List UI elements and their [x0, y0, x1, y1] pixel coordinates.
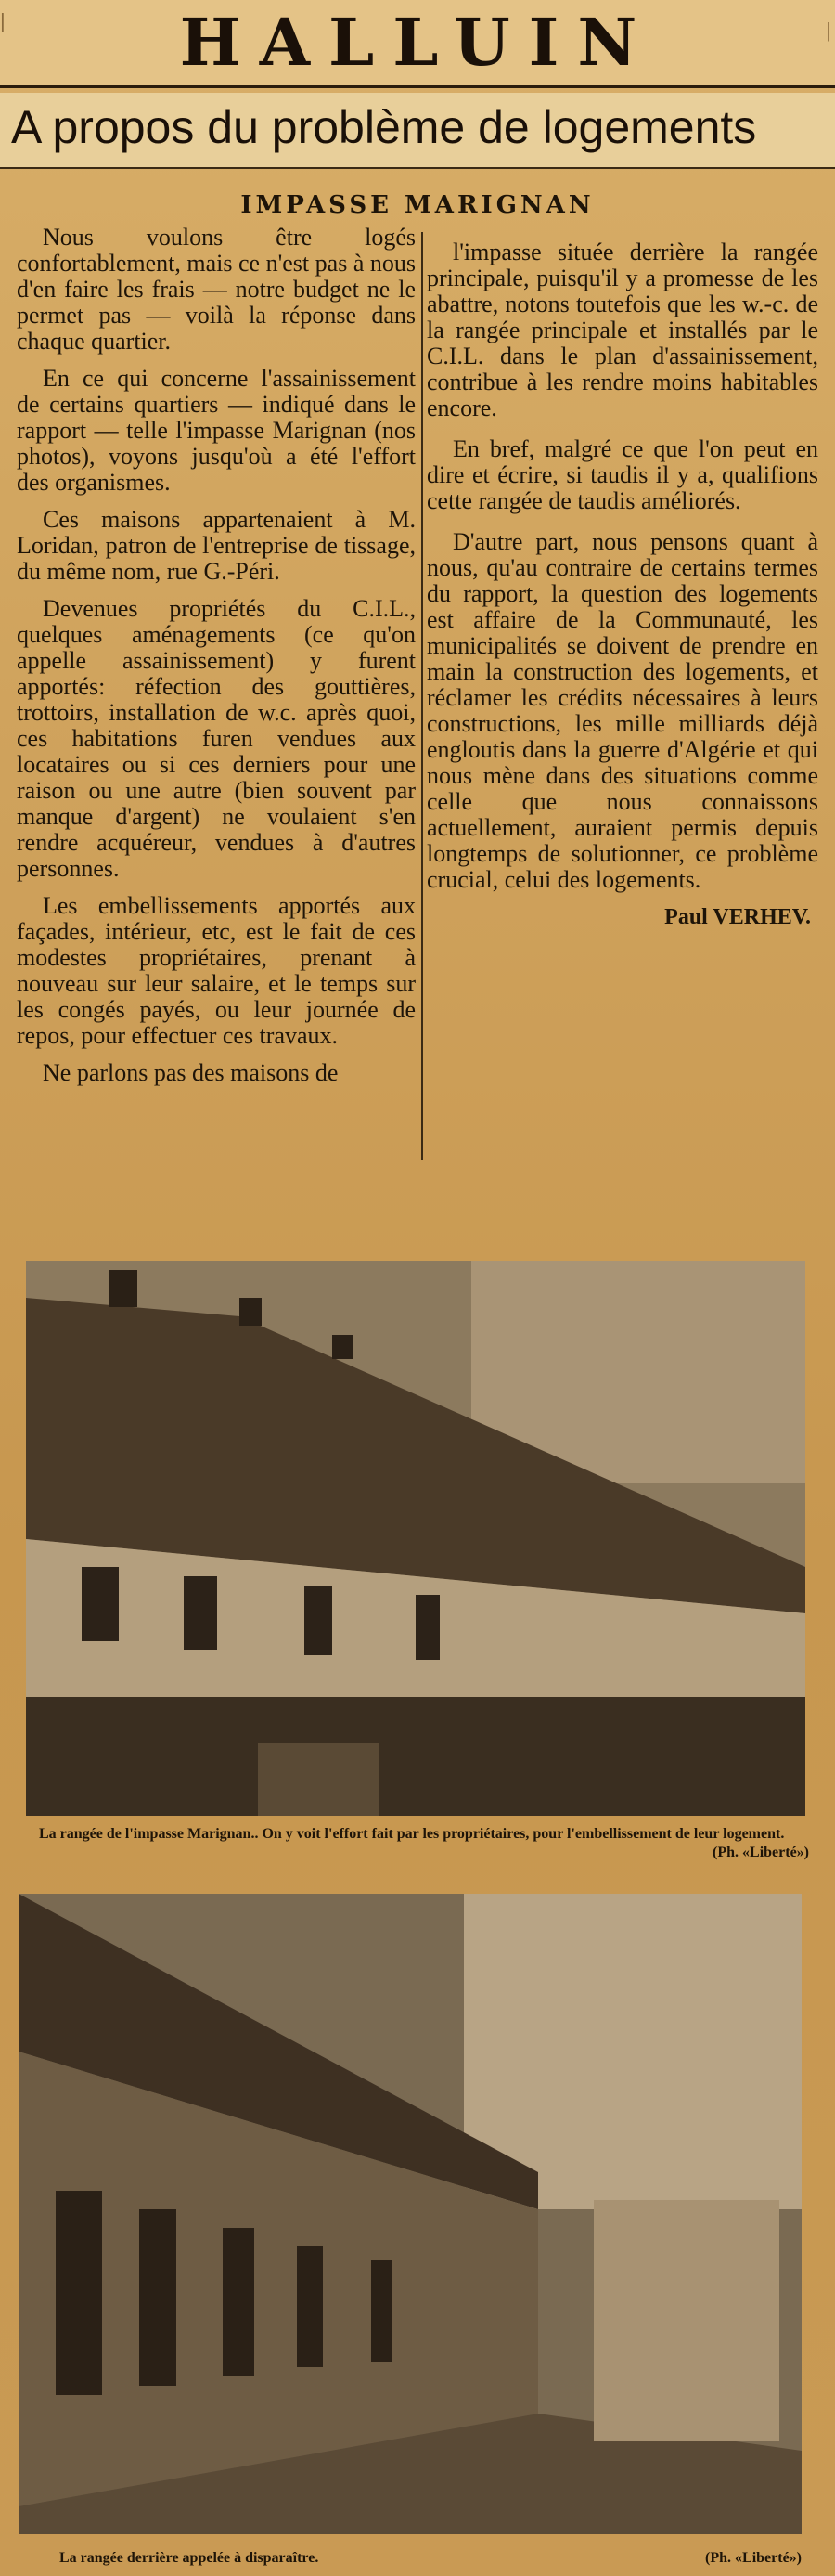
photo-credit: (Ph. «Liberté»)	[713, 1845, 809, 1860]
city-title: HALLUIN	[179, 4, 656, 81]
paragraph: Devenues propriétés du C.I.L., quelques aménagements (ce qu'on appelle assainissement) y furent apportés: réfection des gouttières, trottoirs, installation de w.c. après quoi, ces habitations furen vendues aux locataires ou si ces derniers pour une raison ou une autre (bien souvent par manque d'argent) ne voulaient s'en rendre acquéreur, vendues à d'autres personnes.	[17, 595, 416, 882]
photo-back-row	[19, 1894, 802, 2534]
photo-2-caption	[59, 2549, 802, 2568]
paragraph: D'autre part, nous pensons quant à nous, qu'au contraire de certains termes du rapport, la question des logements est affaire de la Communauté, les municipalités se doivent de prendre en main la construction des logements, et réclamer les crédits nécessaires à leurs constructions, les mille milliards déjà engloutis dans la guerre d'Algérie et qui nous mène dans des situations comme celle que nous connaissons actuellement, auraient permis depuis longtemps de solutionner, ce problème crucial, celui des logements.	[427, 528, 818, 893]
paragraph: En ce qui concerne l'assainissement de certains quartiers — indiqué dans le rapport — telle l'impasse Marignan (nos photos), voyons jusqu'où a été l'effort des organismes.	[17, 365, 416, 496]
article-column-2	[427, 239, 818, 930]
author-signature: Paul VERHEV.	[664, 905, 811, 929]
paragraph: Ces maisons appartenaient à M. Loridan, patron de l'entreprise de tissage, du même nom, rue G.-Péri.	[17, 506, 416, 585]
torn-edge-right: |	[826, 19, 831, 42]
caption-text: La rangée derrière appelée à disparaître.	[59, 2550, 319, 2566]
photo-credit: (Ph. «Liberté»)	[705, 2550, 802, 2566]
paragraph: Ne parlons pas des maisons de	[43, 1059, 339, 1086]
torn-edge-left: |	[0, 9, 6, 32]
masthead	[0, 0, 835, 88]
paragraph: En bref, malgré ce que l'on peut en dire et écrire, si taudis il y a, qualifions cette rangée de taudis améliorés.	[427, 435, 818, 514]
photo-1-caption	[39, 1825, 809, 1860]
column-rule	[421, 232, 423, 1160]
headline-bar	[0, 93, 835, 169]
paragraph: Les embellissements apportés aux façades, intérieur, etc, est le fait de ces modestes propriétaires, prenant à nouveau sur leur salaire, et le temps sur les congés payés, ou leur journée de repos, pour effectuer ces travaux.	[17, 892, 416, 1049]
photo-main-row	[26, 1261, 805, 1816]
headline: A propos du problème de logements	[11, 101, 757, 153]
paragraph: l'impasse située derrière la rangée principale, puisqu'il y a promesse de les abattre, notons toutefois que les w.-c. de la rangée principale et installés par le C.I.L. dans le plan d'assainissement, contribue à les rendre moins habitables encore.	[427, 239, 818, 421]
article-column-1	[17, 225, 416, 1097]
photo-row-houses-image	[26, 1261, 805, 1816]
article-subhead: IMPASSE MARIGNAN	[240, 191, 595, 219]
photo-back-alley-image	[19, 1894, 802, 2534]
paragraph: Nous voulons être logés confortablement, mais ce n'est pas à nous d'en faire les frais — notre budget ne le permet pas — voilà la réponse dans chaque quartier.	[17, 224, 416, 355]
caption-text: La rangée de l'impasse Marignan.. On y voit l'effort fait par les propriétaires, pour l'embellissement de leur logement.	[39, 1826, 785, 1842]
